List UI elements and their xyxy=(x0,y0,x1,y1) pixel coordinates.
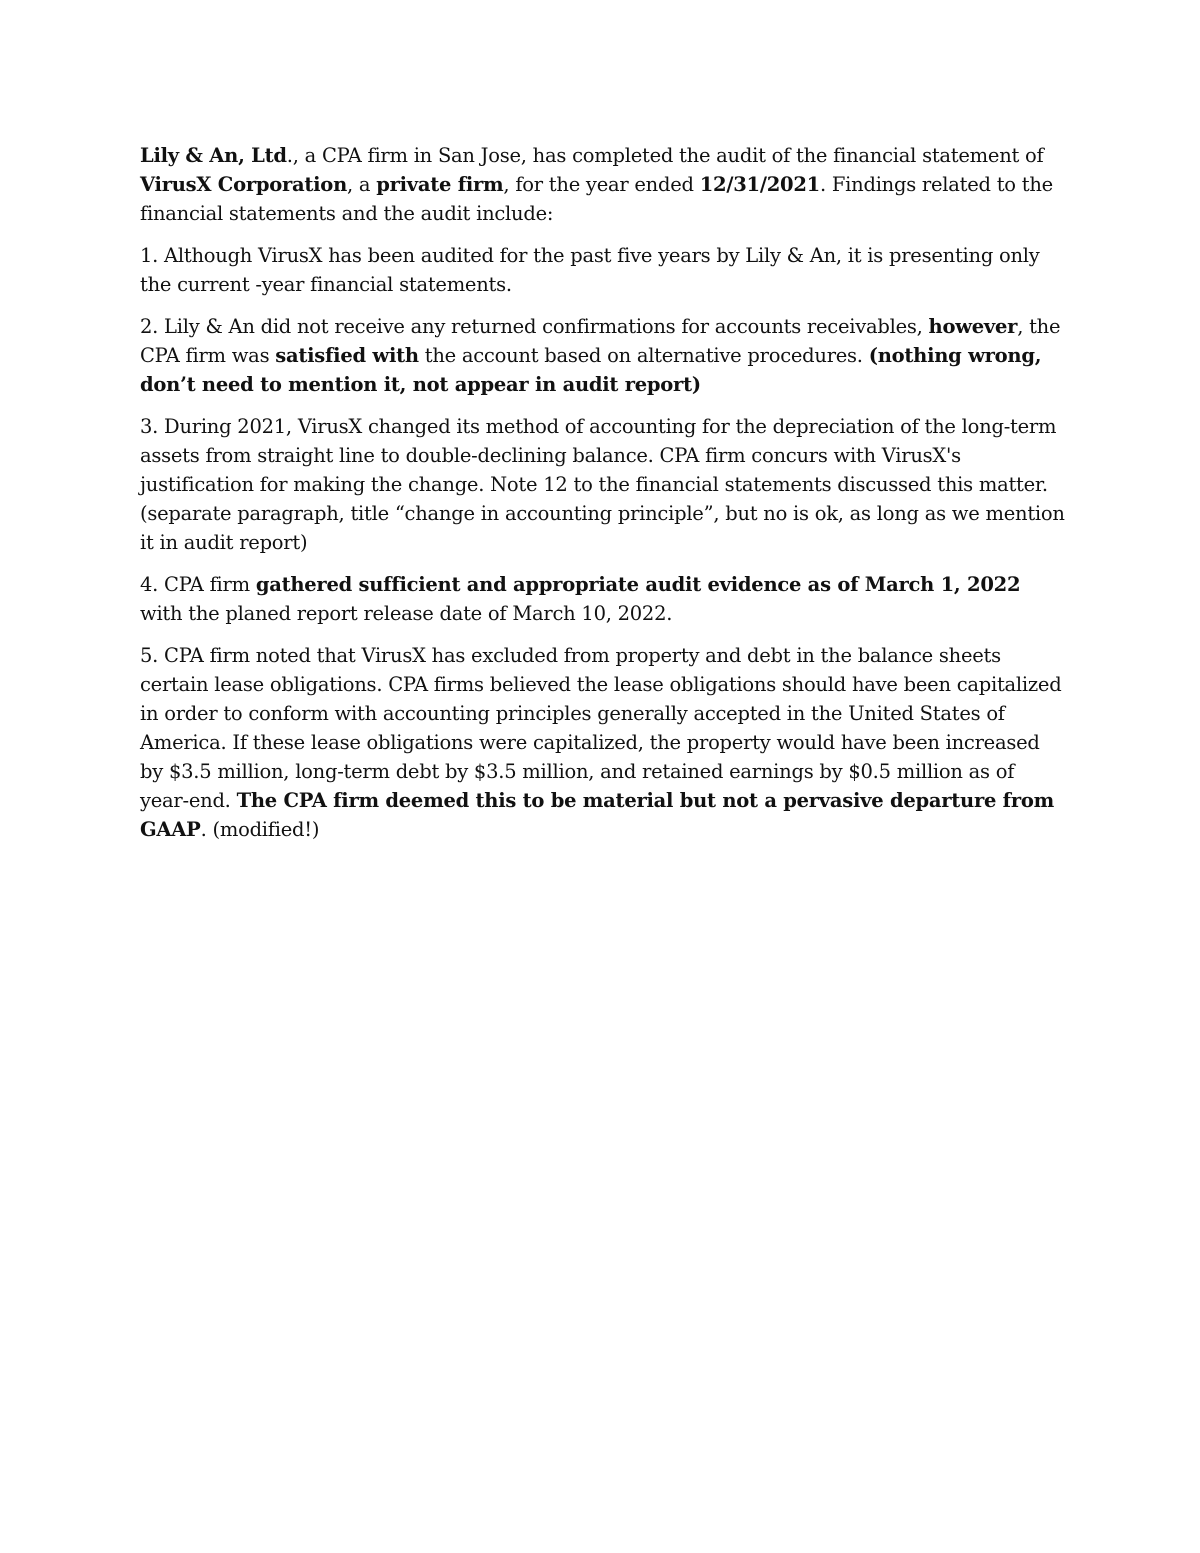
firm-name: Lily & An, Ltd xyxy=(140,144,287,167)
finding-1: 1. Although VirusX has been audited for the past five years by Lily & An, it is presenting only the current -year financial statements. xyxy=(140,244,1040,296)
finding-2-note: (nothing wrong, don’t need to mention it, not appear in audit report) xyxy=(140,344,1042,396)
intro-paragraph: Lily & An, Ltd., a CPA firm in San Jose, has completed the audit of the financial statement of VirusX Corporation, a private firm, for the year ended 12/31/2021. Findings related to the financial statements and the audit include: xyxy=(140,144,1053,225)
finding-3: 3. During 2021, VirusX changed its method of accounting for the depreciation of the long-term assets from straight line to double-declining balance. CPA firm concurs with VirusX's justification for making the change. Note 12 to the financial statements discussed this matter. (separate paragraph, title “change in accounting principle”, but no is ok, as long as we mention it in audit report) xyxy=(140,415,1065,554)
private-firm-label: private firm xyxy=(376,173,504,196)
finding-2: 2. Lily & An did not receive any returned confirmations for accounts receivables, however, the CPA firm was satisfied with the account based on alternative procedures. (nothing wrong, don’t need to mention it, not appear in audit report) xyxy=(140,315,1061,396)
client-name: VirusX Corporation xyxy=(140,173,347,196)
document-body xyxy=(140,141,1065,857)
finding-5-conclusion: The CPA firm deemed this to be material but not a pervasive departure from GAAP xyxy=(140,789,1054,841)
year-end-date: 12/31/2021 xyxy=(699,173,820,196)
finding-4: 4. CPA firm gathered sufficient and appropriate audit evidence as of March 1, 2022 with the planed report release date of March 10, 2022. xyxy=(140,573,1021,625)
finding-5: 5. CPA firm noted that VirusX has excluded from property and debt in the balance sheets certain lease obligations. CPA firms believed the lease obligations should have been capitalized in order to conform with accounting principles generally accepted in the United States of America. If these lease obligations were capitalized, the property would have been increased by $3.5 million, long-term debt by $3.5 million, and retained earnings by $0.5 million as of year-end. The CPA firm deemed this to be material but not a pervasive departure from GAAP. (modified!) xyxy=(140,644,1062,841)
